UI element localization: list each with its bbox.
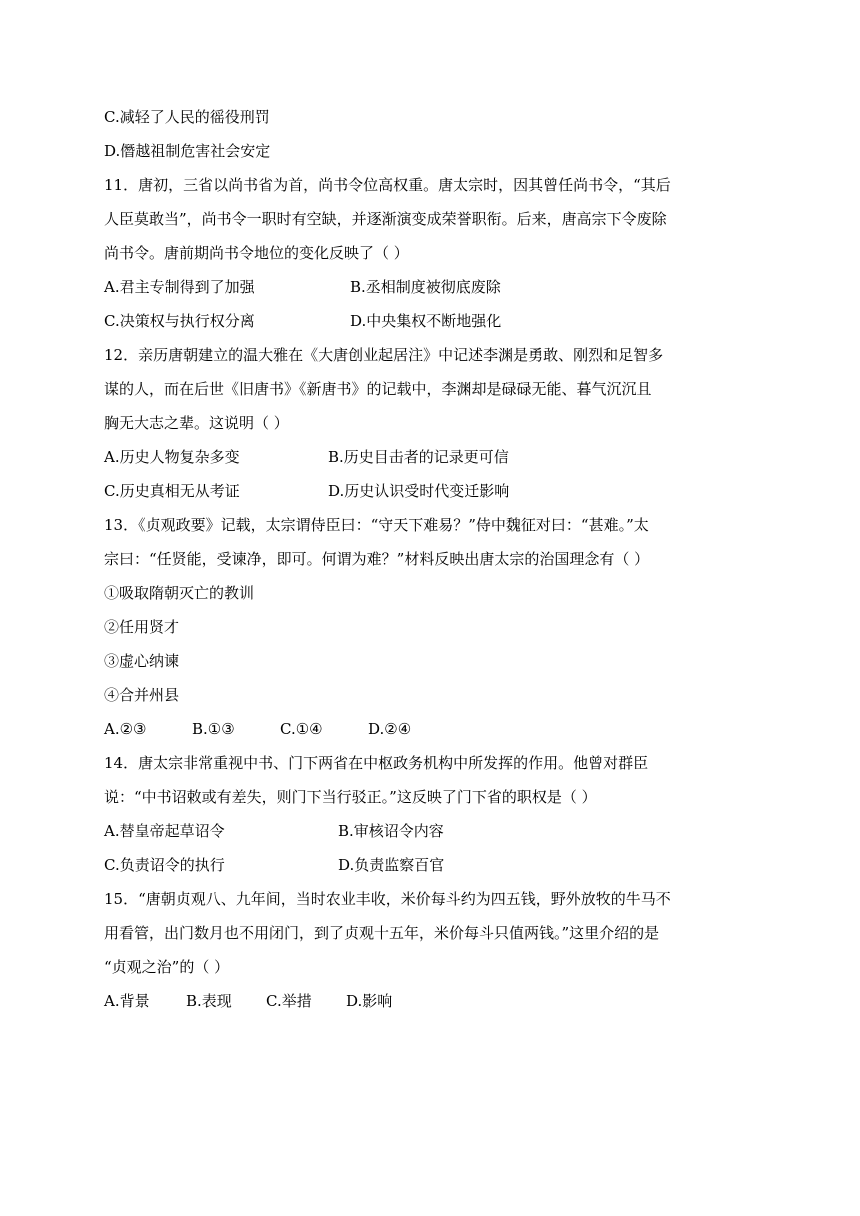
q11-options-row: [104, 304, 764, 338]
q13-item: ①吸取隋朝灭亡的教训: [104, 584, 255, 602]
q12-option-c: C.历史真相无从考证: [104, 482, 240, 500]
q15-option-d: D.影响: [346, 992, 393, 1010]
q12-options-row: [104, 440, 764, 474]
q14-option-c: C.负责诏令的执行: [104, 856, 225, 874]
q14-stem-line: 说：“中书诏敕或有差失，则门下当行驳正。”这反映了门下省的职权是（ ）: [104, 788, 597, 806]
q13-item: ④合并州县: [104, 686, 180, 704]
q12-stem-line: 胸无大志之辈。这说明（ ）: [104, 414, 289, 432]
q11-stem-line: 11．唐初，三省以尚书省为首，尚书令位高权重。唐太宗时，因其曾任尚书令，“其后: [104, 176, 671, 194]
q15-option-c: C.举措: [266, 992, 312, 1010]
q10-option-c: C.减轻了人民的徭役刑罚: [104, 108, 270, 126]
q11-option-c: C.决策权与执行权分离: [104, 312, 255, 330]
q14-option-d: D.负责监察百官: [338, 856, 445, 874]
q11-option-d: D.中央集权不断地强化: [350, 312, 502, 330]
q11-options-row: [104, 270, 764, 304]
q11-option-a: A.君主专制得到了加强: [104, 278, 255, 296]
q13-options-row: [104, 712, 764, 746]
q12-stem-line: 谋的人，而在后世《旧唐书》《新唐书》的记载中，李渊却是碌碌无能、暮气沉沉且: [104, 380, 652, 398]
q15-options-row: [104, 984, 764, 1018]
q10-option-d: D.僭越祖制危害社会安定: [104, 142, 271, 160]
q13-stem-line: 宗曰：“任贤能，受谏净，即可。何谓为难？”材料反映出唐太宗的治国理念有（ ）: [104, 550, 650, 568]
q11-option-b: B.丞相制度被彻底废除: [350, 278, 501, 296]
q15-option-b: B.表现: [186, 992, 232, 1010]
q11-stem-line: 尚书令。唐前期尚书令地位的变化反映了（ ）: [104, 244, 409, 262]
q14-option-a: A.替皇帝起草诏令: [104, 822, 225, 840]
q13-option-c: C.①④: [280, 720, 323, 738]
q14-stem-line: 14．唐太宗非常重视中书、门下两省在中枢政务机构中所发挥的作用。他曾对群臣: [104, 754, 649, 772]
q12-option-b: B.历史目击者的记录更可信: [328, 448, 509, 466]
q13-item: ②任用贤才: [104, 618, 180, 636]
q12-options-row: [104, 474, 764, 508]
q15-stem-line: 15．“唐朝贞观八、九年间，当时农业丰收，米价每斗约为四五钱，野外放牧的牛马不: [104, 890, 671, 908]
q13-option-b: B.①③: [192, 720, 235, 738]
q12-option-a: A.历史人物复杂多变: [104, 448, 240, 466]
q13-stem-line: 13．《贞观政要》记载，太宗谓侍臣曰：“守天下难易？”侍中魏征对曰：“甚难。”太: [104, 516, 649, 534]
q14-options-row: [104, 848, 764, 882]
question-14: [104, 746, 764, 882]
q13-option-d: D.②④: [368, 720, 412, 738]
question-15: [104, 882, 764, 1018]
q15-stem-line: 用看管，出门数月也不用闭门，到了贞观十五年，米价每斗只值两钱。”这里介绍的是: [104, 924, 660, 942]
q13-option-a: A.②③: [104, 720, 147, 738]
question-11: [104, 168, 764, 338]
q15-stem-line: “贞观之治”的（ ）: [104, 958, 230, 976]
q12-option-d: D.历史认识受时代变迁影响: [328, 482, 510, 500]
q14-option-b: B.审核诏令内容: [338, 822, 444, 840]
q13-item: ③虚心纳谏: [104, 652, 180, 670]
q12-stem-line: 12．亲历唐朝建立的温大雅在《大唐创业起居注》中记述李渊是勇敢、刚烈和足智多: [104, 346, 664, 364]
question-13: [104, 508, 764, 746]
q14-options-row: [104, 814, 764, 848]
question-12: [104, 338, 764, 508]
exam-page: [104, 100, 764, 1018]
q11-stem-line: 人臣莫敢当”，尚书令一职时有空缺，并逐渐演变成荣誉职衔。后来，唐高宗下令废除: [104, 210, 667, 228]
q15-option-a: A.背景: [104, 992, 150, 1010]
